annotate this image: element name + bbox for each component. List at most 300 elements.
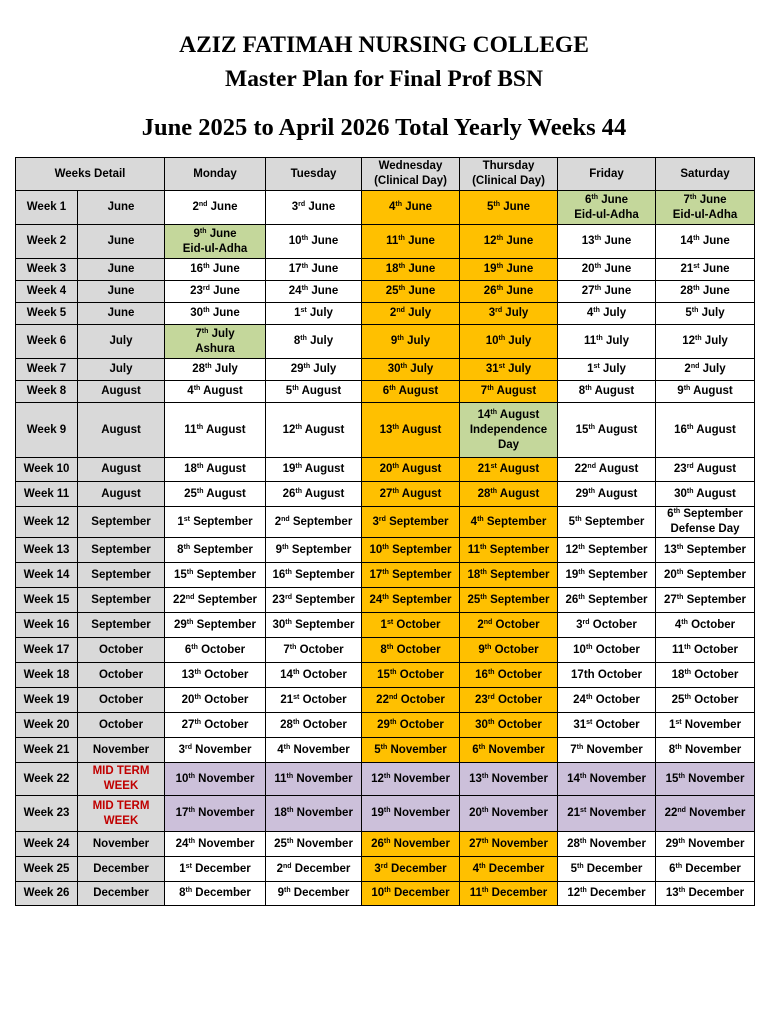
day-number: 20 [181,693,195,706]
month-label: September [78,613,165,638]
date-text [657,384,753,399]
ordinal-suffix: st [300,307,307,314]
holiday-note: Independence Day [469,423,548,451]
day-number: 6 [584,193,592,206]
week-label: Week 7 [16,359,78,381]
ordinal-suffix: th [292,668,300,676]
month-name: September [489,543,550,556]
day-number: 3 [374,862,381,875]
date-cell-saturday [656,738,755,763]
ordinal-suffix: th [285,618,292,626]
day-number: 14 [477,408,491,421]
ordinal-suffix: th [683,385,691,392]
day-number: 12 [282,423,296,436]
month-name: July [407,335,431,347]
date-text [166,618,264,633]
day-number: 11 [671,643,685,656]
date-text [363,886,458,901]
month-name: November [488,743,545,756]
date-cell-tuesday [266,613,362,638]
date-cell-wednesday [362,638,460,663]
day-number: 16 [272,568,286,581]
date-cell-thursday [460,281,558,303]
date-text [267,618,360,633]
ordinal-suffix: th [478,743,486,751]
month-label: September [78,507,165,538]
date-cell-friday [558,281,656,303]
month-name: December [195,862,251,875]
ordinal-suffix: th [480,593,487,601]
ordinal-suffix: th [196,423,204,431]
month-name: June [311,285,339,297]
date-cell-monday [165,638,266,663]
ordinal-suffix: th [484,643,492,651]
month-name: August [304,487,345,500]
date-text [461,234,556,249]
date-text [363,234,458,249]
day-number: 11 [469,887,482,899]
day-number: 24 [288,285,302,297]
date-cell-thursday [460,359,558,381]
date-text [166,806,264,821]
date-text [267,862,360,877]
date-cell-friday [558,796,656,832]
date-text [267,262,360,277]
ordinal-suffix: th [580,887,587,894]
date-cell-friday [558,563,656,588]
date-text [657,193,753,208]
date-text [559,543,654,558]
date-text [363,668,458,683]
date-text [166,306,264,321]
master-plan-table [15,157,755,906]
ordinal-suffix: th [292,718,300,726]
holiday-note: Eid-ul-Adha [672,208,738,221]
day-number: 4 [187,385,194,397]
date-cell-monday [165,458,266,482]
date-text [657,543,753,558]
ordinal-suffix: th [481,807,489,814]
date-cell-tuesday [266,713,362,738]
date-cell-tuesday [266,281,362,303]
day-number: 25 [671,693,685,706]
month-name: October [495,618,540,631]
ordinal-suffix: st [693,263,700,270]
date-text [267,718,360,733]
day-number: 23 [474,693,488,706]
ordinal-suffix: th [691,307,699,314]
day-number: 5 [568,515,576,528]
date-cell-tuesday [266,796,362,832]
month-name: August [398,385,439,397]
day-number: 10 [175,772,189,785]
day-number: 5 [685,307,692,319]
month-name: July [603,307,627,319]
date-cell-monday [165,325,266,359]
table-row [16,857,755,882]
date-cell-tuesday [266,458,362,482]
date-cell-monday [165,359,266,381]
ordinal-suffix: th [684,693,692,701]
date-cell-wednesday [362,796,460,832]
day-number: 7 [195,327,202,340]
date-cell-monday [165,832,266,857]
date-text [363,362,458,377]
ordinal-suffix: th [591,193,598,201]
ordinal-suffix: st [586,718,593,726]
ordinal-suffix: th [675,862,683,870]
date-text [461,718,556,733]
ordinal-suffix: th [490,408,497,416]
day-number: 27 [663,593,677,606]
date-cell-thursday [460,688,558,713]
month-name: October [497,693,543,706]
day-number: 4 [470,515,478,528]
day-number: 15 [575,423,589,436]
date-cell-monday [165,281,266,303]
column-header-monday: Monday [165,158,266,191]
month-name: July [410,363,434,375]
date-text [166,743,264,758]
ordinal-suffix: th [383,772,391,780]
ordinal-suffix: th [585,643,593,651]
month-name: September [392,543,452,556]
date-text [657,487,753,502]
ordinal-suffix: th [395,201,402,208]
ordinal-suffix: st [580,807,587,814]
date-text [166,643,264,658]
day-number: 6 [669,862,676,875]
ordinal-suffix: th [389,668,397,676]
day-number: 16 [475,668,488,681]
month-name: November [296,772,353,785]
date-cell-wednesday [362,882,460,906]
ordinal-suffix: th [199,227,207,235]
ordinal-suffix: th [588,423,595,431]
date-text [559,462,654,477]
month-name: September [588,568,648,581]
ordinal-suffix: th [578,568,585,576]
month-label: June [78,281,165,303]
day-number: 2 [276,862,283,875]
date-text [559,423,654,438]
day-number: 29 [665,837,679,850]
date-cell-monday [165,403,266,458]
date-cell-wednesday [362,403,460,458]
date-text [559,618,654,633]
date-cell-friday [558,763,656,796]
date-cell-friday [558,303,656,325]
month-name: December [195,887,251,899]
day-number: 10 [371,887,385,899]
date-cell-saturday [656,713,755,738]
day-number: 26 [282,487,296,500]
ordinal-suffix: th [585,385,592,392]
week-label: Week 3 [16,259,78,281]
ordinal-suffix: th [575,515,582,523]
table-row [16,638,755,663]
day-number: 4 [674,618,682,631]
table-row [16,259,755,281]
month-name: October [302,718,347,731]
column-header-friday: Friday [558,158,656,191]
month-label: October [78,688,165,713]
date-cell-friday [558,882,656,906]
date-cell-wednesday [362,713,460,738]
date-cell-thursday [460,538,558,563]
date-cell-tuesday [266,303,362,325]
month-label: December [78,882,165,906]
month-name: September [295,618,355,631]
ordinal-suffix: th [490,487,497,495]
ordinal-suffix: th [498,335,506,342]
day-number: 22 [574,463,588,475]
ordinal-suffix: th [594,235,602,242]
table-row [16,303,755,325]
table-row [16,381,755,403]
month-name: December [685,862,741,875]
date-cell-monday [165,225,266,259]
ordinal-suffix: th [686,487,694,495]
month-name: December [293,887,350,899]
date-cell-tuesday [266,359,362,381]
date-cell-wednesday [362,381,460,403]
day-number: 3 [291,201,299,213]
day-number: 12 [565,543,579,556]
month-name: December [688,887,745,899]
day-number: 12 [483,235,497,247]
table-row [16,482,755,507]
day-number: 8 [293,335,301,347]
date-cell-saturday [656,482,755,507]
day-number: 9 [277,887,284,899]
day-number: 14 [567,772,580,785]
week-label: Week 16 [16,613,78,638]
ordinal-suffix: th [593,307,600,314]
date-cell-monday [165,563,266,588]
date-text [657,743,753,758]
day-number: 26 [483,285,497,297]
date-cell-saturday [656,325,755,359]
date-cell-wednesday [362,832,460,857]
month-name: October [595,643,640,656]
date-text [267,886,360,901]
month-name: August [499,487,540,500]
date-text [461,408,556,423]
date-cell-friday [558,507,656,538]
date-text [657,568,753,583]
ordinal-suffix: th [676,543,684,551]
month-name: September [389,515,449,528]
ordinal-suffix: th [398,235,405,242]
date-cell-monday [165,738,266,763]
date-text [166,568,264,583]
date-cell-wednesday [362,763,460,796]
ordinal-suffix: nd [388,693,398,701]
ordinal-suffix: nd [677,807,686,814]
ordinal-suffix: th [596,335,603,342]
date-text [559,262,654,277]
date-text [657,693,753,708]
date-text [267,423,360,438]
day-number: 7 [283,643,290,656]
ordinal-suffix: th [196,463,204,470]
date-cell-tuesday [266,832,362,857]
week-label: Week 6 [16,325,78,359]
date-text [166,262,264,277]
ordinal-suffix: th [397,335,404,342]
date-text [267,384,360,399]
date-cell-tuesday [266,225,362,259]
date-cell-saturday [656,832,755,857]
table-row [16,325,755,359]
date-cell-friday [558,688,656,713]
ordinal-suffix: th [398,263,406,270]
ordinal-suffix: nd [281,515,290,523]
date-text [559,362,654,377]
month-name: October [694,693,739,706]
date-cell-thursday [460,613,558,638]
day-number: 28 [192,363,205,375]
date-text [657,837,753,852]
date-text [657,362,753,377]
month-name: August [499,408,540,421]
date-cell-thursday [460,225,558,259]
month-name: June [308,201,336,213]
date-text [461,743,556,758]
day-number: 7 [480,385,488,397]
column-header-wednesday: Wednesday (Clinical Day) [362,158,460,191]
date-cell-thursday [460,259,558,281]
date-cell-wednesday [362,663,460,688]
date-text [559,718,654,733]
day-number: 9 [390,335,398,347]
day-number: 3 [178,743,185,756]
date-text [166,693,264,708]
date-text [267,462,360,477]
day-number: 14 [280,668,293,681]
month-name: November [296,807,353,819]
month-name: July [602,363,626,375]
date-cell-wednesday [362,482,460,507]
month-name: June [213,285,240,297]
ordinal-suffix: nd [185,593,195,601]
date-cell-tuesday [266,325,362,359]
day-number: 19 [483,263,497,275]
week-label: Week 9 [16,403,78,458]
date-text [363,693,458,708]
ordinal-suffix: th [283,743,291,751]
date-text [657,772,753,787]
day-number: 11 [274,772,287,785]
ordinal-suffix: nd [198,201,208,208]
month-label: August [78,458,165,482]
month-name: June [506,235,534,247]
day-number: 10 [288,235,302,247]
week-label: Week 4 [16,281,78,303]
day-number: 8 [380,643,387,656]
day-number: 20 [379,463,393,475]
date-text [363,568,458,583]
date-text [559,668,654,683]
date-text [461,886,556,901]
month-label: October [78,713,165,738]
date-cell-monday [165,688,266,713]
month-name: August [205,423,246,436]
date-cell-friday [558,482,656,507]
month-name: June [604,285,632,297]
month-name: August [206,487,246,500]
date-text [363,262,458,277]
ordinal-suffix: th [389,385,396,392]
month-name: November [491,807,548,819]
date-cell-wednesday [362,259,460,281]
day-number: 6 [472,743,479,756]
date-cell-saturday [656,281,755,303]
date-text [267,593,360,608]
date-text [166,593,264,608]
ordinal-suffix: th [678,837,685,845]
date-cell-saturday [656,225,755,259]
month-name: August [401,463,442,475]
day-number: 27 [181,718,195,731]
ordinal-suffix: th [477,515,484,523]
ordinal-suffix: nd [587,463,596,470]
ordinal-suffix: th [383,807,391,814]
ordinal-suffix: th [392,487,399,495]
date-text [461,806,556,821]
day-number: 4 [388,201,396,213]
date-cell-saturday [656,359,755,381]
ordinal-suffix: st [183,515,190,523]
day-number: 13 [665,887,679,899]
date-text [363,618,458,633]
date-cell-tuesday [266,259,362,281]
month-name: August [206,463,246,475]
ordinal-suffix: th [579,837,587,845]
date-text [166,227,264,242]
day-number: 2 [274,515,282,528]
date-text [461,200,556,215]
day-number: 8 [177,543,184,556]
month-name: July [605,335,629,347]
date-cell-friday [558,225,656,259]
ordinal-suffix: th [286,837,294,845]
date-text [461,568,556,583]
holiday-note: Eid-ul-Adha [574,208,639,221]
date-text [559,643,654,658]
date-cell-thursday [460,303,558,325]
table-row [16,563,755,588]
date-text [657,593,753,608]
day-number: 24 [369,593,383,606]
month-label: November [78,832,165,857]
month-name: August [304,423,345,436]
date-text [461,543,556,558]
month-name: August [401,423,442,436]
month-name: October [694,668,739,681]
day-number: 24 [573,693,586,706]
month-name: August [499,463,540,475]
ordinal-suffix: st [185,862,192,870]
college-name: AZIZ FATIMAH NURSING COLLEGE [179,32,589,58]
date-text [363,837,458,852]
ordinal-suffix: th [681,618,688,626]
day-number: 6 [184,643,192,656]
day-number: 5 [374,743,381,756]
month-name: October [399,668,444,681]
date-cell-friday [558,325,656,359]
